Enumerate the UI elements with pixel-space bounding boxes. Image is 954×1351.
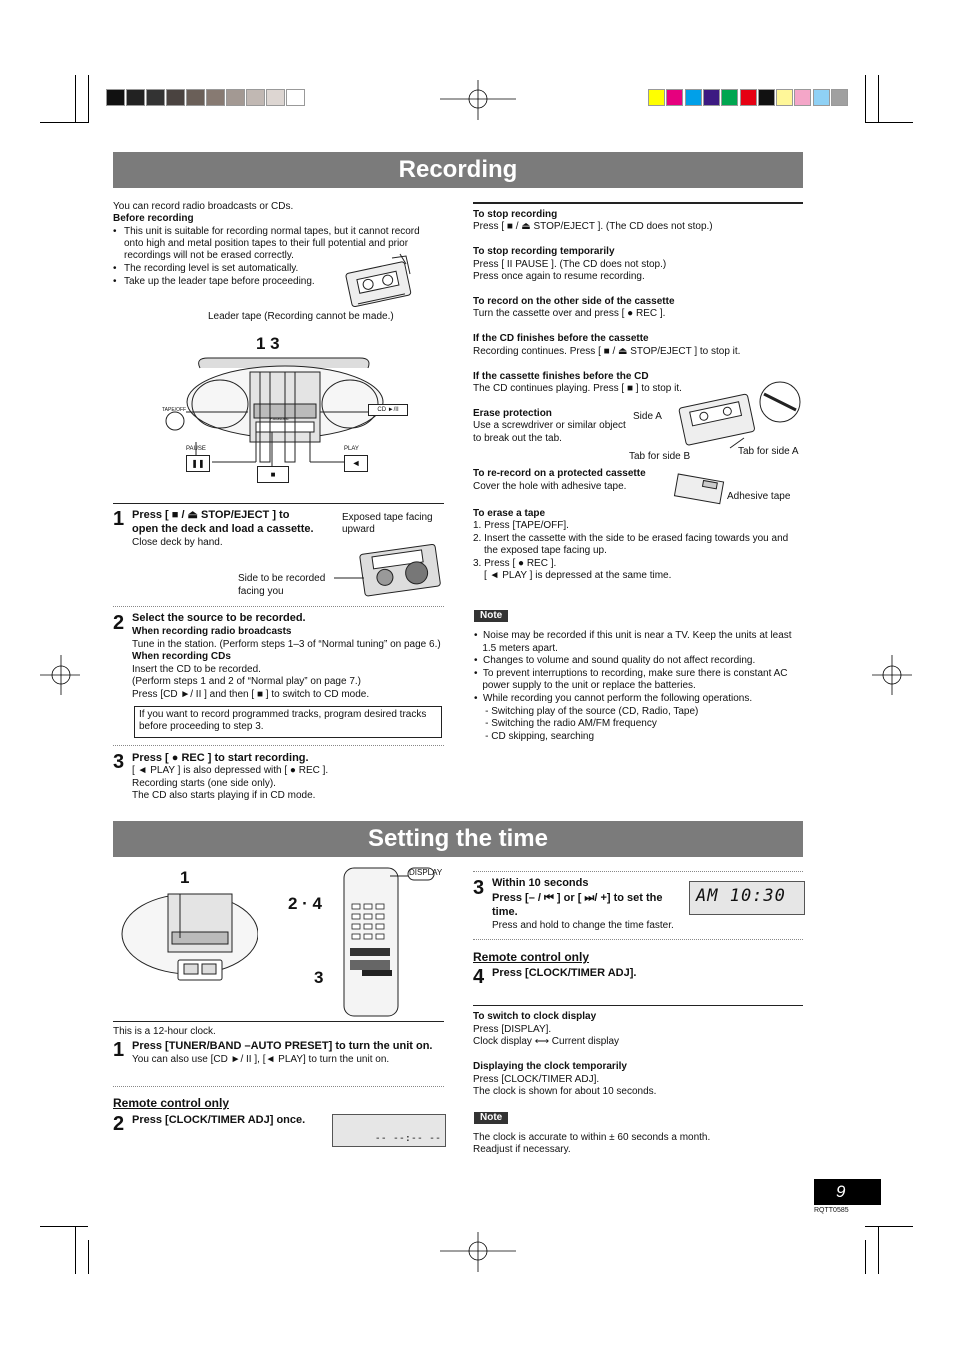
note-line: • While recording you cannot perform the following operations. (474, 693, 753, 704)
adhesive-tape-illustration (672, 472, 728, 506)
section-rule (473, 1005, 803, 1006)
color-swatch (794, 89, 811, 106)
crop-mark (75, 75, 76, 123)
adhesive-tape-label: Adhesive tape (727, 491, 791, 502)
registration-target-icon (872, 655, 912, 695)
pause-label: PAUSE (186, 446, 206, 452)
rerecord-heading: To re-record on a protected cassette (473, 468, 646, 479)
crop-mark (878, 1226, 879, 1274)
gray-swatch (266, 89, 285, 106)
time-step3-instruction: time. (492, 906, 518, 918)
step-number: 3 (473, 877, 485, 899)
crop-mark (865, 75, 866, 123)
side-a-label: Side A (633, 411, 662, 422)
color-swatch (703, 89, 720, 106)
recording-title: Recording (113, 152, 803, 188)
tab-side-a-label: Tab for side A (738, 446, 799, 457)
bullet-marker: • (113, 276, 117, 287)
pause-recording-text: Press once again to resume recording. (473, 271, 645, 282)
crop-mark (878, 75, 879, 123)
color-swatch (648, 89, 665, 106)
bullet-text: This unit is suitable for recording normal tapes, but it cannot record (124, 226, 420, 237)
note-line: - Switching the radio AM/FM frequency (474, 718, 657, 730)
bullet-marker: • (113, 226, 117, 237)
note-line: power supply to the unit or replace the batteries. (474, 680, 696, 692)
step1-instruction: open the deck and load a cassette. (132, 523, 314, 535)
lcd-blank-display (332, 1114, 446, 1147)
step2-cd-text: Insert the CD to be recorded. (132, 664, 261, 675)
gray-swatch (286, 89, 305, 106)
erase-tape-step: the exposed tape facing up. (484, 545, 607, 556)
step3-text: The CD also starts playing if in CD mode. (132, 790, 316, 801)
crop-mark (865, 1240, 866, 1274)
crop-mark (865, 1226, 913, 1227)
erase-tape-step: 1. Press [TAPE/OFF]. (473, 520, 569, 531)
note-line: • Changes to volume and sound quality do not affect recording. (474, 655, 756, 667)
lcd-clock-display (689, 881, 805, 915)
tape-off-label: TAPE/OFF (162, 407, 187, 413)
before-recording-heading: Before recording (113, 213, 194, 224)
cassette-caption: Side to be recorded (238, 573, 326, 584)
cassette-caption: upward (342, 524, 375, 535)
gray-swatch (206, 89, 225, 106)
step2-cd-text: Press [CD ►/ II ] and then [ ■ ] to switch to CD mode. (132, 689, 370, 700)
clock-temporary-text: The clock is shown for about 10 seconds. (473, 1086, 657, 1097)
erase-protection-heading: Erase protection (473, 408, 552, 419)
step3-text: Recording starts (one side only). (132, 778, 276, 789)
page-number: 9 (814, 1179, 881, 1205)
erase-tape-heading: To erase a tape (473, 508, 546, 519)
time-note-text: Readjust if necessary. (473, 1144, 571, 1155)
program-tip-text: before proceeding to step 3. (139, 721, 264, 732)
display-button-label: DISPLAY (409, 868, 443, 877)
gray-swatch (166, 89, 185, 106)
note-label: Note (474, 610, 508, 622)
step2-radio-heading: When recording radio broadcasts (132, 626, 292, 637)
step2-cd-heading: When recording CDs (132, 651, 231, 662)
color-swatch (831, 89, 848, 106)
brand-logo: Panasonic (270, 416, 289, 421)
clock-note: This is a 12-hour clock. (113, 1026, 216, 1037)
note-label: Note (474, 1112, 508, 1124)
dotted-divider (473, 871, 803, 872)
figure-step-numbers: 2 · 4 (288, 894, 323, 913)
crop-mark (865, 122, 913, 123)
step3-instruction: Press [ ● REC ] to start recording. (132, 752, 309, 764)
remote-only-heading: Remote control only (473, 950, 590, 964)
figure-step-number: 3 (314, 968, 324, 987)
gray-swatch (106, 89, 125, 106)
lcd-clock-readout: AM 10:30 (696, 886, 786, 906)
step-number: 2 (113, 1113, 125, 1135)
time-step1-subtext: You can also use [CD ►/ II ], [◄ PLAY] to turn the unit on. (132, 1054, 390, 1065)
erase-protection-text: Use a screwdriver or similar object (473, 420, 626, 431)
time-step3-heading: Within 10 seconds (492, 877, 589, 889)
step1-instruction: Press [ ■ / ⏏ STOP/EJECT ] to (132, 509, 290, 521)
boombox-top-illustration (118, 880, 258, 992)
stop-recording-text: Press [ ■ / ⏏ STOP/EJECT ]. (The CD does not stop.) (473, 221, 713, 232)
play-label: PLAY (344, 446, 359, 452)
document-code: RQTT0585 (814, 1207, 849, 1214)
cassette-finishes-text: The CD continues playing. Press [ ■ ] to stop it. (473, 383, 682, 394)
step3-text: [ ◄ PLAY ] is also depressed with [ ● REC ]. (132, 765, 329, 776)
cd-finishes-text: Recording continues. Press [ ■ / ⏏ STOP/EJECT ] to stop it. (473, 346, 741, 357)
time-step1-instruction: Press [TUNER/BAND –AUTO PRESET] to turn the unit on. (132, 1040, 433, 1052)
erase-tape-step: 2. Insert the cassette with the side to be erased facing towards you and (473, 533, 789, 544)
bullet-text: recordings will not be erased correctly. (124, 250, 294, 261)
dotted-divider (113, 745, 444, 746)
cassette-caption: facing you (238, 586, 284, 597)
crop-mark (88, 75, 89, 123)
remote-control-illustration (330, 864, 442, 1020)
dotted-divider (473, 939, 803, 940)
note-line: - CD skipping, searching (474, 730, 595, 742)
clock-temporary-heading: Displaying the clock temporarily (473, 1061, 627, 1072)
color-swatch (666, 89, 683, 106)
gray-swatch (146, 89, 165, 106)
color-swatch (685, 89, 702, 106)
color-swatch (721, 89, 738, 106)
pause-recording-heading: To stop recording temporarily (473, 246, 615, 257)
color-swatch (813, 89, 830, 106)
erase-tape-step: [ ◄ PLAY ] is depressed at the same time. (484, 570, 672, 581)
other-side-heading: To record on the other side of the cassette (473, 296, 675, 307)
bullet-text: Take up the leader tape before proceeding. (124, 276, 315, 287)
color-swatch (740, 89, 757, 106)
dotted-divider (113, 606, 444, 607)
step1-subtext: Close deck by hand. (132, 537, 223, 548)
bullet-text: The recording level is set automatically. (124, 263, 299, 274)
lcd-blank-readout: -- --:-- -- (374, 1133, 441, 1144)
step2-radio-text: Tune in the station. (Perform steps 1–3 of “Normal tuning” on page 6.) (132, 639, 441, 650)
section-rule (113, 1021, 444, 1022)
switch-display-heading: To switch to clock display (473, 1011, 597, 1022)
step-number: 1 (113, 1039, 125, 1061)
note-line: 1.5 meters apart. (474, 642, 558, 654)
figure-step-number: 1 (180, 868, 190, 887)
cd-play-pause-label: CD ►/II (368, 404, 408, 416)
stop-recording-heading: To stop recording (473, 209, 558, 220)
note-line: - Switching play of the source (CD, Radio, Tape) (474, 705, 699, 717)
recording-intro: You can record radio broadcasts or CDs. (113, 201, 294, 212)
cd-finishes-heading: If the CD finishes before the cassette (473, 333, 649, 344)
cassette-caption: Exposed tape facing (342, 512, 433, 523)
registration-target-icon (440, 1232, 516, 1272)
time-step3-subtext: Press and hold to change the time faster. (492, 920, 674, 931)
registration-target-icon (40, 655, 80, 695)
time-step3-instruction: Press [– / ⏮ ] or [ ⏭/ +] to set the (492, 892, 663, 904)
switch-display-text: Clock display ⟷ Current display (473, 1036, 620, 1047)
tab-side-b-label: Tab for side B (629, 451, 691, 462)
pause-button-icon: ❚❚ (186, 455, 210, 472)
dotted-divider (113, 1086, 444, 1087)
bullet-text: onto high and metal position tapes to their full potential and prior (124, 238, 409, 249)
gray-swatch (226, 89, 245, 106)
step-number: 3 (113, 751, 125, 773)
figure-step-numbers: 1 3 (256, 334, 280, 353)
rerecord-text: Cover the hole with adhesive tape. (473, 481, 627, 492)
bullet-marker: • (113, 263, 117, 274)
clock-temporary-text: Press [CLOCK/TIMER ADJ]. (473, 1074, 600, 1085)
step-number: 2 (113, 612, 125, 634)
time-step2-instruction: Press [CLOCK/TIMER ADJ] once. (132, 1114, 306, 1126)
step2-instruction: Select the source to be recorded. (132, 612, 306, 624)
crop-mark (88, 1240, 89, 1274)
time-step4-instruction: Press [CLOCK/TIMER ADJ]. (492, 967, 637, 979)
crop-mark (40, 122, 88, 123)
gray-swatch (186, 89, 205, 106)
cassette-orientation-illustration (334, 540, 444, 600)
stop-button-icon: ■ (257, 466, 289, 483)
program-tip-text: If you want to record programmed tracks, program desired tracks (139, 709, 427, 720)
erase-protection-cassette-illustration (660, 380, 810, 450)
gray-swatch (246, 89, 265, 106)
step-number: 4 (473, 966, 485, 988)
leader-tape-caption: Leader tape (Recording cannot be made.) (208, 311, 394, 322)
color-swatch (776, 89, 793, 106)
color-swatch (758, 89, 775, 106)
time-note-text: The clock is accurate to within ± 60 seconds a month. (473, 1132, 711, 1143)
switch-display-text: Press [DISPLAY]. (473, 1024, 552, 1035)
cassette-leader-tape-illustration (344, 252, 424, 310)
crop-mark (75, 1226, 76, 1274)
pause-recording-text: Press [ II PAUSE ]. (The CD does not stop.) (473, 259, 667, 270)
play-button-icon: ◄ (344, 455, 368, 472)
section-rule (473, 202, 803, 204)
erase-tape-step: 3. Press [ ● REC ]. (473, 558, 557, 569)
note-line: • Noise may be recorded if this unit is near a TV. Keep the units at least (474, 630, 792, 641)
note-line: • To prevent interruptions to recording, make sure there is constant AC (474, 667, 788, 679)
step2-cd-text: (Perform steps 1 and 2 of “Normal play” on page 7.) (132, 676, 361, 687)
remote-only-heading: Remote control only (113, 1096, 230, 1110)
setting-time-title: Setting the time (113, 821, 803, 857)
crop-mark (40, 1226, 88, 1227)
section-rule (113, 503, 444, 504)
registration-target-icon (440, 80, 516, 120)
program-tip-box (134, 706, 442, 738)
step-number: 1 (113, 508, 125, 530)
gray-swatch (126, 89, 145, 106)
other-side-text: Turn the cassette over and press [ ● REC ]. (473, 308, 666, 319)
cassette-finishes-heading: If the cassette finishes before the CD (473, 371, 649, 382)
erase-protection-text: to break out the tab. (473, 433, 562, 444)
